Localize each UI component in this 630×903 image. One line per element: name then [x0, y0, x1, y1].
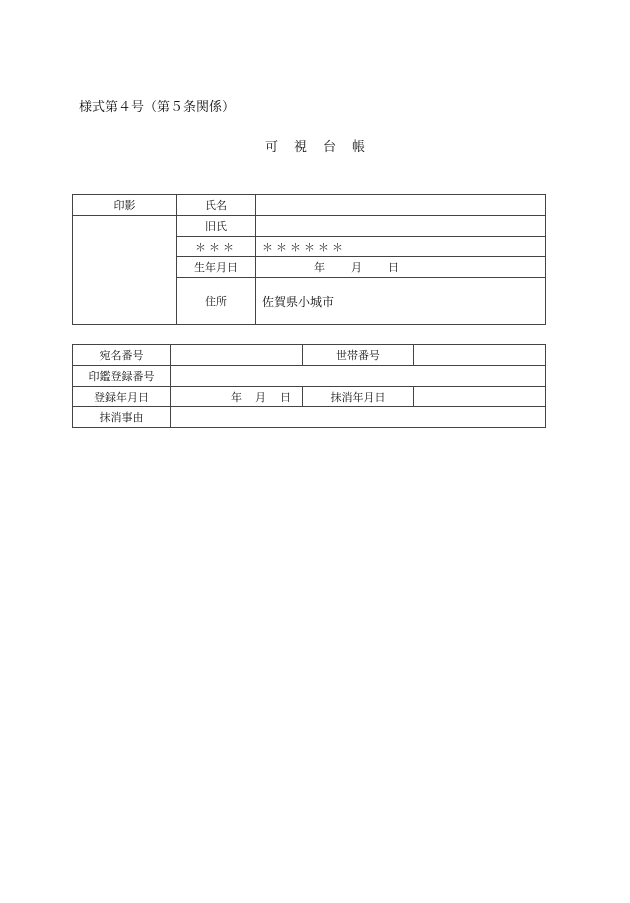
- name-label: 氏名: [177, 195, 256, 216]
- form-number: 様式第４号（第５条関係）: [79, 100, 236, 115]
- name-field[interactable]: [256, 195, 546, 216]
- personal-info-table: [72, 194, 546, 325]
- year-unit: 年: [314, 261, 325, 274]
- title-char: 帳: [352, 140, 366, 155]
- address-number-field[interactable]: [171, 345, 303, 366]
- month-unit: 月: [351, 261, 362, 274]
- address-label: 住所: [177, 278, 256, 325]
- masked-label: ＊＊＊: [177, 237, 256, 257]
- registration-date-label: 登録年月日: [73, 387, 171, 407]
- seal-registration-number-label: 印鑑登録番号: [73, 366, 171, 387]
- title-char: 可: [264, 140, 278, 155]
- day-unit: 日: [280, 390, 291, 404]
- birthdate-label: 生年月日: [177, 257, 256, 278]
- document-title: [0, 136, 630, 155]
- cancellation-date-field[interactable]: [414, 387, 546, 407]
- seal-registration-number-field[interactable]: [171, 366, 546, 387]
- seal-label: 印影: [73, 195, 177, 216]
- seal-impression-area: [73, 216, 177, 325]
- birthdate-field[interactable]: [256, 257, 546, 278]
- address-field[interactable]: 佐賀県小城市: [256, 278, 546, 325]
- title-char: 台: [323, 140, 337, 155]
- year-unit: 年: [231, 390, 242, 404]
- registration-table: [72, 344, 546, 428]
- day-unit: 日: [388, 261, 399, 274]
- household-number-field[interactable]: [414, 345, 546, 366]
- masked-value: ＊＊＊＊＊＊: [256, 237, 546, 257]
- cancellation-reason-label: 抹消事由: [73, 407, 171, 428]
- registration-date-field[interactable]: [171, 387, 303, 407]
- cancellation-date-label: 抹消年月日: [303, 387, 414, 407]
- title-char: 視: [293, 140, 307, 155]
- former-name-label: 旧氏: [177, 216, 256, 237]
- address-number-label: 宛名番号: [73, 345, 171, 366]
- former-name-field[interactable]: [256, 216, 546, 237]
- month-unit: 月: [255, 390, 266, 404]
- cancellation-reason-field[interactable]: [171, 407, 546, 428]
- household-number-label: 世帯番号: [303, 345, 414, 366]
